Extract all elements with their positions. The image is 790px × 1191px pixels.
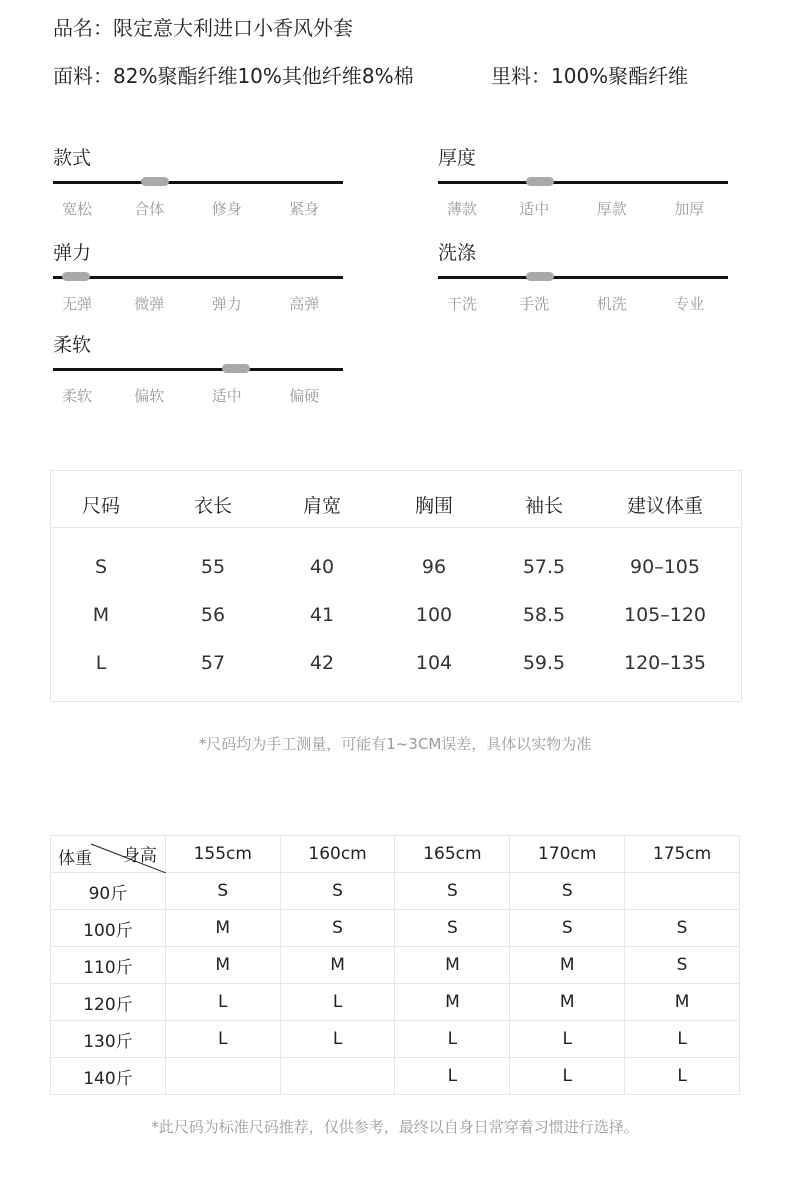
scale-track xyxy=(438,181,728,184)
scale-track xyxy=(53,368,343,371)
size-cell: 56 xyxy=(200,604,226,626)
recommend-size-cell: L xyxy=(510,1021,625,1058)
size-recommend-note: *此尺码为标准尺码推荐，仅供参考，最终以自身日常穿着习惯进行选择。 xyxy=(151,1118,639,1136)
size-header-cell: 建议体重 xyxy=(626,495,704,517)
size-header-cell: 衣长 xyxy=(193,495,233,517)
size-cell: 90–105 xyxy=(630,556,700,578)
scale-indicator xyxy=(526,177,554,186)
attr-title: 洗涤 xyxy=(438,242,477,264)
recommend-size-cell: S xyxy=(625,947,740,984)
scale-option: 薄款 xyxy=(447,200,478,218)
recommend-row xyxy=(51,1058,740,1095)
scale-option: 偏硬 xyxy=(289,387,320,405)
attr-style xyxy=(53,146,343,219)
scale-indicator xyxy=(526,272,554,281)
height-header-cell: 155cm xyxy=(165,836,280,873)
recommend-size-cell xyxy=(280,1058,395,1095)
scale-option: 紧身 xyxy=(289,200,320,218)
attr-elasticity xyxy=(53,241,343,314)
recommend-size-cell xyxy=(625,873,740,910)
product-name: 品名：限定意大利进口小香风外套 xyxy=(53,16,353,40)
scale-option: 偏软 xyxy=(134,387,165,405)
recommend-size-cell: M xyxy=(165,947,280,984)
recommend-size-cell: M xyxy=(625,984,740,1021)
recommend-row xyxy=(51,873,740,910)
weight-cell: 90斤 xyxy=(51,873,166,910)
scale-track xyxy=(53,276,343,279)
height-header-cell: 165cm xyxy=(395,836,510,873)
size-cell: 58.5 xyxy=(522,604,566,626)
scale-option: 微弹 xyxy=(134,295,165,313)
scale-indicator xyxy=(62,272,90,281)
lining-composition: 里料：100%聚酯纤维 xyxy=(491,64,689,88)
recommend-size-cell xyxy=(165,1058,280,1095)
recommend-size-cell: M xyxy=(280,947,395,984)
weight-cell: 130斤 xyxy=(51,1021,166,1058)
height-header-cell: 160cm xyxy=(280,836,395,873)
scale-option: 适中 xyxy=(211,387,242,405)
scale-option: 无弹 xyxy=(62,295,93,313)
recommend-size-cell: L xyxy=(395,1058,510,1095)
recommend-header-row xyxy=(51,836,740,873)
size-cell: 59.5 xyxy=(522,652,566,674)
size-cell: 42 xyxy=(309,652,335,674)
attr-title: 厚度 xyxy=(438,147,477,169)
size-cell: 57.5 xyxy=(522,556,566,578)
scale-option: 修身 xyxy=(211,200,242,218)
weight-cell: 100斤 xyxy=(51,910,166,947)
recommend-size-cell: L xyxy=(625,1021,740,1058)
scale-option: 宽松 xyxy=(62,200,93,218)
scale-option: 适中 xyxy=(519,200,550,218)
size-cell: S xyxy=(94,556,108,578)
attr-thickness xyxy=(438,146,728,219)
scale-option: 加厚 xyxy=(674,200,705,218)
size-cell: 55 xyxy=(200,556,226,578)
recommend-size-cell: M xyxy=(165,910,280,947)
recommend-size-cell: M xyxy=(395,984,510,1021)
recommend-size-cell: M xyxy=(510,984,625,1021)
recommend-size-cell: L xyxy=(510,1058,625,1095)
attr-softness xyxy=(53,333,343,406)
recommend-size-cell: S xyxy=(395,873,510,910)
recommend-size-cell: L xyxy=(280,1021,395,1058)
recommend-size-cell: L xyxy=(395,1021,510,1058)
attr-title: 柔软 xyxy=(53,334,92,356)
weight-cell: 120斤 xyxy=(51,984,166,1021)
size-recommend-table xyxy=(50,835,740,1095)
size-table xyxy=(50,470,742,702)
weight-cell: 110斤 xyxy=(51,947,166,984)
size-cell: 96 xyxy=(421,556,447,578)
recommend-size-cell: S xyxy=(510,910,625,947)
weight-label: 体重 xyxy=(58,849,92,869)
attr-title: 款式 xyxy=(53,147,92,169)
recommend-corner-cell xyxy=(51,836,166,873)
recommend-size-cell: S xyxy=(395,910,510,947)
fabric-composition: 面料：82%聚酯纤维10%其他纤维8%棉 xyxy=(53,64,414,88)
scale-indicator xyxy=(222,364,250,373)
scale-option: 弹力 xyxy=(211,295,242,313)
recommend-row xyxy=(51,947,740,984)
recommend-size-cell: S xyxy=(280,910,395,947)
height-label: 身高 xyxy=(122,846,157,866)
size-measure-note: *尺码均为手工测量，可能有1~3CM误差，具体以实物为准 xyxy=(198,735,592,753)
recommend-size-cell: S xyxy=(510,873,625,910)
recommend-size-cell: M xyxy=(510,947,625,984)
attr-washing xyxy=(438,241,728,314)
size-header-cell: 肩宽 xyxy=(302,495,342,517)
recommend-size-cell: L xyxy=(625,1058,740,1095)
scale-option: 柔软 xyxy=(62,387,93,405)
size-table-header xyxy=(51,471,741,528)
recommend-row xyxy=(51,984,740,1021)
recommend-size-cell: S xyxy=(165,873,280,910)
size-cell: 104 xyxy=(415,652,453,674)
size-cell: 57 xyxy=(200,652,226,674)
scale-indicator xyxy=(141,177,169,186)
size-cell: L xyxy=(95,652,107,674)
scale-track xyxy=(53,181,343,184)
recommend-size-cell: S xyxy=(625,910,740,947)
recommend-size-cell: S xyxy=(280,873,395,910)
size-cell: 120–135 xyxy=(623,652,707,674)
recommend-row xyxy=(51,1021,740,1058)
size-cell: 105–120 xyxy=(623,604,707,626)
size-header-cell: 尺码 xyxy=(81,495,121,517)
scale-option: 干洗 xyxy=(447,295,478,313)
height-header-cell: 175cm xyxy=(625,836,740,873)
scale-option: 合体 xyxy=(134,200,165,218)
scale-option: 手洗 xyxy=(519,295,550,313)
recommend-row xyxy=(51,910,740,947)
recommend-size-cell: L xyxy=(165,1021,280,1058)
scale-option: 高弹 xyxy=(289,295,320,313)
scale-option: 机洗 xyxy=(596,295,627,313)
scale-option: 厚款 xyxy=(596,200,627,218)
weight-cell: 140斤 xyxy=(51,1058,166,1095)
size-cell: 100 xyxy=(415,604,453,626)
scale-track xyxy=(438,276,728,279)
attr-title: 弹力 xyxy=(53,242,92,264)
size-header-cell: 袖长 xyxy=(524,495,564,517)
size-cell: M xyxy=(92,604,110,626)
scale-option: 专业 xyxy=(674,295,705,313)
recommend-size-cell: M xyxy=(395,947,510,984)
size-cell: 40 xyxy=(309,556,335,578)
recommend-size-cell: L xyxy=(280,984,395,1021)
recommend-size-cell: L xyxy=(165,984,280,1021)
size-cell: 41 xyxy=(309,604,335,626)
height-header-cell: 170cm xyxy=(510,836,625,873)
size-header-cell: 胸围 xyxy=(414,495,454,517)
